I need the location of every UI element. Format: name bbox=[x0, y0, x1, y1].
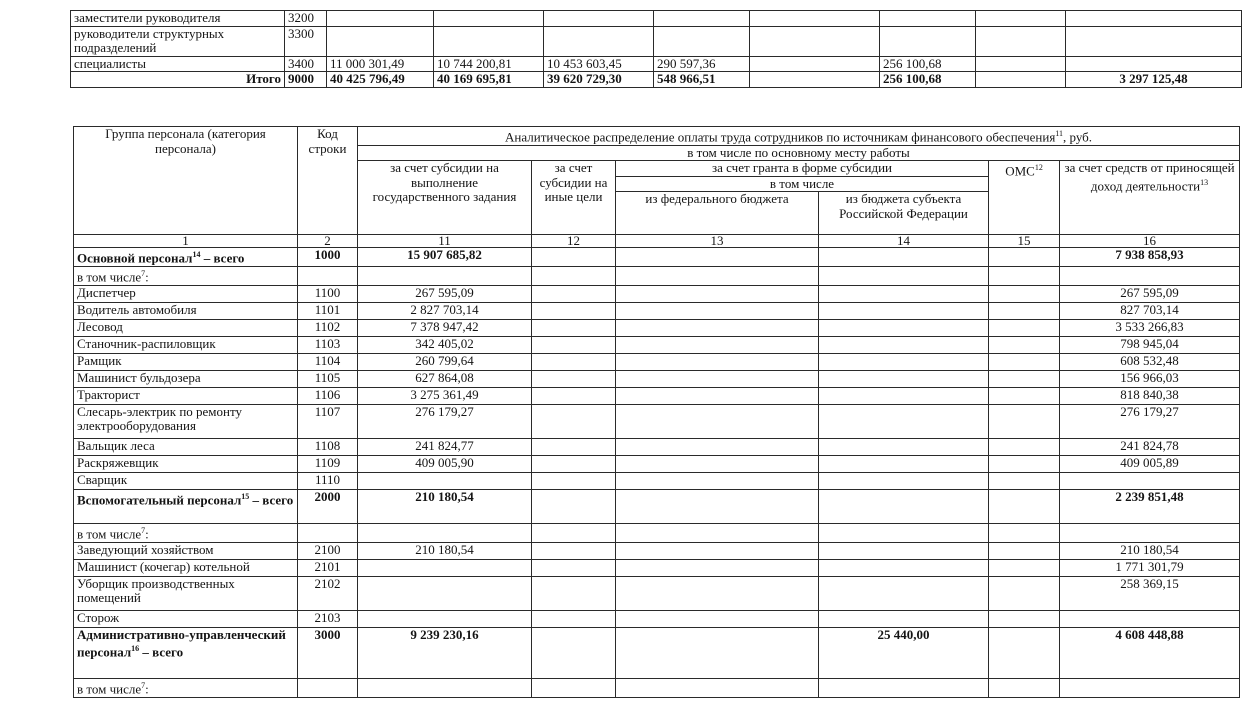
row-cell-c13 bbox=[616, 404, 819, 438]
row-cell-c11: 3 275 361,49 bbox=[358, 387, 532, 404]
row-cell-c16: 241 824,78 bbox=[1060, 438, 1240, 455]
row-cell-c16: 608 532,48 bbox=[1060, 353, 1240, 370]
row-label bbox=[74, 576, 298, 610]
column-number: 15 bbox=[989, 235, 1060, 248]
row-cell-c14 bbox=[819, 267, 989, 286]
row-cell-c13 bbox=[616, 248, 819, 267]
row-cell-code: 2100 bbox=[298, 542, 358, 559]
table-row bbox=[74, 336, 1240, 353]
top-cell-c7 bbox=[750, 72, 880, 88]
row-label bbox=[74, 472, 298, 489]
row-cell-c13 bbox=[616, 370, 819, 387]
row-cell-c16: 818 840,38 bbox=[1060, 387, 1240, 404]
row-label-text: Машинист (кочегар) котельной bbox=[77, 558, 250, 574]
row-cell-c12 bbox=[532, 559, 616, 576]
row-label-text: Вспомогательный персонал bbox=[77, 492, 242, 508]
row-cell-c12 bbox=[532, 353, 616, 370]
row-cell-c12 bbox=[532, 438, 616, 455]
top-cell-c3: 11 000 301,49 bbox=[327, 57, 434, 72]
row-label bbox=[74, 438, 298, 455]
top-cell-c5: 39 620 729,30 bbox=[544, 72, 654, 88]
row-cell-c11: 342 405,02 bbox=[358, 336, 532, 353]
row-cell-c16: 798 945,04 bbox=[1060, 336, 1240, 353]
row-label-text: в том числе bbox=[77, 681, 142, 697]
top-cell-c10 bbox=[1066, 57, 1242, 72]
row-cell-c13 bbox=[616, 472, 819, 489]
table-row bbox=[74, 404, 1240, 438]
row-cell-c16: 827 703,14 bbox=[1060, 302, 1240, 319]
column-number: 11 bbox=[358, 235, 532, 248]
row-cell-c15 bbox=[989, 472, 1060, 489]
row-cell-c15 bbox=[989, 559, 1060, 576]
row-label-suffix: – всего bbox=[200, 250, 245, 266]
header-grant: за счет гранта в форме субсидии bbox=[616, 161, 989, 177]
row-label bbox=[74, 336, 298, 353]
row-label bbox=[74, 542, 298, 559]
header-federal: из федерального бюджета bbox=[616, 192, 819, 234]
row-label-text: Машинист бульдозера bbox=[77, 369, 201, 385]
row-cell-c12 bbox=[532, 489, 616, 523]
row-label bbox=[74, 523, 298, 542]
row-cell-c14 bbox=[819, 559, 989, 576]
row-cell-code: 2103 bbox=[298, 610, 358, 627]
top-cell-c4 bbox=[434, 27, 544, 57]
row-label bbox=[74, 489, 298, 523]
row-cell-c16 bbox=[1060, 267, 1240, 286]
row-cell-c15 bbox=[989, 353, 1060, 370]
column-numbers-row bbox=[74, 235, 1240, 248]
top-cell-label: специалисты bbox=[71, 57, 285, 72]
row-cell-c13 bbox=[616, 267, 819, 286]
row-cell-c15 bbox=[989, 285, 1060, 302]
row-label bbox=[74, 267, 298, 286]
row-cell-c16: 267 595,09 bbox=[1060, 285, 1240, 302]
table-row bbox=[74, 523, 1240, 542]
row-cell-c15 bbox=[989, 678, 1060, 697]
top-cell-c10: 3 297 125,48 bbox=[1066, 72, 1242, 88]
top-cell-c9 bbox=[976, 72, 1066, 88]
column-number: 12 bbox=[532, 235, 616, 248]
row-cell-c14 bbox=[819, 387, 989, 404]
row-cell-code: 3000 bbox=[298, 627, 358, 678]
row-label bbox=[74, 387, 298, 404]
top-cell-c6 bbox=[654, 11, 750, 27]
row-label-text: Водитель автомобиля bbox=[77, 301, 197, 317]
row-cell-c16: 409 005,89 bbox=[1060, 455, 1240, 472]
top-cell-c7 bbox=[750, 27, 880, 57]
row-cell-c13 bbox=[616, 438, 819, 455]
row-cell-c14 bbox=[819, 336, 989, 353]
row-cell-c16 bbox=[1060, 472, 1240, 489]
row-cell-c13 bbox=[616, 387, 819, 404]
table-row bbox=[74, 370, 1240, 387]
row-label-text: Слесарь-электрик по ремонту электрооборудования bbox=[77, 403, 242, 434]
row-cell-c15 bbox=[989, 302, 1060, 319]
table-row bbox=[74, 472, 1240, 489]
row-cell-code: 1100 bbox=[298, 285, 358, 302]
top-cell-c4: 10 744 200,81 bbox=[434, 57, 544, 72]
header-main-place: в том числе по основному месту работы bbox=[358, 145, 1240, 161]
row-cell-code: 1107 bbox=[298, 404, 358, 438]
column-number: 1 bbox=[74, 235, 298, 248]
row-cell-c14 bbox=[819, 438, 989, 455]
row-cell-c12 bbox=[532, 542, 616, 559]
top-cell-code: 9000 bbox=[285, 72, 327, 88]
row-label bbox=[74, 627, 298, 678]
top-cell-c9 bbox=[976, 27, 1066, 57]
row-cell-c12 bbox=[532, 336, 616, 353]
header-regional: из бюджета субъекта Российской Федерации bbox=[839, 191, 968, 221]
row-label-text: Вальщик леса bbox=[77, 437, 155, 453]
row-cell-code: 1105 bbox=[298, 370, 358, 387]
header-grant-incl: в том числе bbox=[616, 177, 988, 193]
table-row bbox=[74, 610, 1240, 627]
row-cell-c16: 4 608 448,88 bbox=[1060, 627, 1240, 678]
row-cell-c13 bbox=[616, 353, 819, 370]
row-label-suffix: : bbox=[145, 526, 149, 542]
row-cell-c15 bbox=[989, 248, 1060, 267]
row-cell-c13 bbox=[616, 489, 819, 523]
row-cell-c16 bbox=[1060, 610, 1240, 627]
row-cell-c14 bbox=[819, 302, 989, 319]
row-label-text: в том числе bbox=[77, 269, 142, 285]
row-cell-c11: 276 179,27 bbox=[358, 404, 532, 438]
main-table-body bbox=[74, 248, 1240, 697]
row-label bbox=[74, 248, 298, 267]
top-table bbox=[70, 10, 1242, 88]
row-cell-c13 bbox=[616, 336, 819, 353]
row-cell-c15 bbox=[989, 370, 1060, 387]
row-cell-c13 bbox=[616, 576, 819, 610]
header-group: Группа персонала (категория персонала) bbox=[74, 127, 298, 235]
row-cell-c13 bbox=[616, 542, 819, 559]
row-cell-c16 bbox=[1060, 523, 1240, 542]
row-cell-c14 bbox=[819, 285, 989, 302]
top-cell-c3 bbox=[327, 27, 434, 57]
row-label-text: Сторож bbox=[77, 609, 120, 625]
row-cell-c14 bbox=[819, 404, 989, 438]
header-oms: ОМС$^{12}$ bbox=[989, 161, 1060, 235]
table-row bbox=[74, 678, 1240, 697]
top-cell-c10 bbox=[1066, 27, 1242, 57]
row-cell-code: 1101 bbox=[298, 302, 358, 319]
row-cell-c11 bbox=[358, 678, 532, 697]
table-row bbox=[74, 319, 1240, 336]
row-cell-c16: 276 179,27 bbox=[1060, 404, 1240, 438]
row-cell-c12 bbox=[532, 472, 616, 489]
row-cell-c12 bbox=[532, 285, 616, 302]
row-cell-code bbox=[298, 678, 358, 697]
table-row bbox=[74, 559, 1240, 576]
row-cell-code: 1000 bbox=[298, 248, 358, 267]
row-cell-c12 bbox=[532, 678, 616, 697]
row-cell-c15 bbox=[989, 610, 1060, 627]
top-cell-c3 bbox=[327, 11, 434, 27]
row-cell-c14 bbox=[819, 523, 989, 542]
column-number: 2 bbox=[298, 235, 358, 248]
column-number: 14 bbox=[819, 235, 989, 248]
row-label-text: Станочник-распиловщик bbox=[77, 335, 216, 351]
row-cell-c16: 7 938 858,93 bbox=[1060, 248, 1240, 267]
row-label-sup: 16 bbox=[131, 644, 140, 654]
row-cell-code: 1103 bbox=[298, 336, 358, 353]
top-cell-c9 bbox=[976, 57, 1066, 72]
table-row bbox=[74, 542, 1240, 559]
table-row bbox=[74, 302, 1240, 319]
row-cell-c12 bbox=[532, 610, 616, 627]
row-label bbox=[74, 353, 298, 370]
row-cell-c15 bbox=[989, 319, 1060, 336]
row-cell-c12 bbox=[532, 370, 616, 387]
row-cell-c15 bbox=[989, 542, 1060, 559]
row-cell-c12 bbox=[532, 302, 616, 319]
row-cell-c13 bbox=[616, 610, 819, 627]
row-cell-c11 bbox=[358, 576, 532, 610]
row-label-sup: 7 bbox=[141, 680, 146, 690]
row-cell-c13 bbox=[616, 319, 819, 336]
row-cell-code: 1109 bbox=[298, 455, 358, 472]
row-cell-c13 bbox=[616, 559, 819, 576]
row-label-suffix: – всего bbox=[249, 492, 294, 508]
row-cell-c15 bbox=[989, 438, 1060, 455]
row-cell-c14 bbox=[819, 610, 989, 627]
row-label bbox=[74, 404, 298, 438]
row-label-text: Диспетчер bbox=[77, 284, 136, 300]
row-cell-c11: 15 907 685,82 bbox=[358, 248, 532, 267]
table-row bbox=[74, 387, 1240, 404]
row-cell-code: 1104 bbox=[298, 353, 358, 370]
row-cell-c15 bbox=[989, 455, 1060, 472]
row-cell-c12 bbox=[532, 576, 616, 610]
top-cell-label: Итого bbox=[71, 72, 285, 88]
row-label bbox=[74, 302, 298, 319]
top-cell-c4 bbox=[434, 11, 544, 27]
row-cell-c12 bbox=[532, 523, 616, 542]
row-cell-c13 bbox=[616, 455, 819, 472]
table-row bbox=[74, 267, 1240, 286]
top-cell-c9 bbox=[976, 11, 1066, 27]
row-cell-c11: 7 378 947,42 bbox=[358, 319, 532, 336]
row-cell-c13 bbox=[616, 523, 819, 542]
row-label bbox=[74, 285, 298, 302]
top-cell-label: руководители структурных подразделений bbox=[71, 27, 285, 57]
row-label bbox=[74, 455, 298, 472]
top-cell-code: 3400 bbox=[285, 57, 327, 72]
row-label bbox=[74, 370, 298, 387]
row-cell-c12 bbox=[532, 404, 616, 438]
row-cell-c11 bbox=[358, 523, 532, 542]
row-cell-c11: 210 180,54 bbox=[358, 489, 532, 523]
column-number: 16 bbox=[1060, 235, 1240, 248]
table-row bbox=[74, 285, 1240, 302]
row-label bbox=[74, 559, 298, 576]
top-cell-c8: 256 100,68 bbox=[880, 57, 976, 72]
top-table-row bbox=[71, 72, 1242, 88]
row-label bbox=[74, 610, 298, 627]
row-cell-code: 1102 bbox=[298, 319, 358, 336]
row-label-text: Рамщик bbox=[77, 352, 122, 368]
row-cell-c11: 241 824,77 bbox=[358, 438, 532, 455]
row-cell-c15 bbox=[989, 627, 1060, 678]
row-label-suffix: : bbox=[145, 269, 149, 285]
row-cell-c11 bbox=[358, 559, 532, 576]
top-table-body bbox=[71, 11, 1242, 88]
table-row bbox=[74, 455, 1240, 472]
row-cell-c13 bbox=[616, 678, 819, 697]
row-cell-c12 bbox=[532, 455, 616, 472]
row-cell-c14 bbox=[819, 455, 989, 472]
row-cell-c15 bbox=[989, 336, 1060, 353]
top-cell-code: 3200 bbox=[285, 11, 327, 27]
row-label-text: Основной персонал bbox=[77, 250, 193, 266]
table-row bbox=[74, 248, 1240, 267]
row-cell-c16: 156 966,03 bbox=[1060, 370, 1240, 387]
row-label-suffix: – всего bbox=[139, 644, 184, 660]
row-label-text: Заведующий хозяйством bbox=[77, 541, 214, 557]
row-label-text: в том числе bbox=[77, 526, 142, 542]
header-subsidy-other: за счет субсидии на иные цели bbox=[532, 161, 616, 235]
table-row bbox=[74, 627, 1240, 678]
row-cell-c11: 260 799,64 bbox=[358, 353, 532, 370]
row-cell-c15 bbox=[989, 523, 1060, 542]
row-cell-c12 bbox=[532, 267, 616, 286]
row-label bbox=[74, 678, 298, 697]
row-cell-c11 bbox=[358, 472, 532, 489]
top-cell-c6: 290 597,36 bbox=[654, 57, 750, 72]
row-label-text: Административно-управленческий персонал bbox=[77, 626, 286, 660]
row-cell-c11 bbox=[358, 267, 532, 286]
header-code: Код строки bbox=[298, 127, 358, 235]
table-row bbox=[74, 438, 1240, 455]
top-cell-c3: 40 425 796,49 bbox=[327, 72, 434, 88]
row-cell-c16: 258 369,15 bbox=[1060, 576, 1240, 610]
row-label-sup: 7 bbox=[141, 525, 146, 535]
top-table-row bbox=[71, 57, 1242, 72]
top-cell-c6: 548 966,51 bbox=[654, 72, 750, 88]
row-cell-c16 bbox=[1060, 678, 1240, 697]
row-cell-c15 bbox=[989, 404, 1060, 438]
row-cell-c15 bbox=[989, 576, 1060, 610]
row-cell-c11: 9 239 230,16 bbox=[358, 627, 532, 678]
row-cell-c16: 210 180,54 bbox=[1060, 542, 1240, 559]
row-cell-c13 bbox=[616, 285, 819, 302]
row-cell-code: 2000 bbox=[298, 489, 358, 523]
column-number: 13 bbox=[616, 235, 819, 248]
row-cell-c13 bbox=[616, 627, 819, 678]
header-grant-breakdown bbox=[616, 176, 989, 235]
top-cell-c8 bbox=[880, 11, 976, 27]
row-cell-c14 bbox=[819, 576, 989, 610]
row-cell-c14: 25 440,00 bbox=[819, 627, 989, 678]
top-cell-c5: 10 453 603,45 bbox=[544, 57, 654, 72]
row-label-text: Сварщик bbox=[77, 471, 128, 487]
top-cell-c5 bbox=[544, 27, 654, 57]
top-cell-c6 bbox=[654, 27, 750, 57]
row-cell-c15 bbox=[989, 489, 1060, 523]
row-cell-c16: 1 771 301,79 bbox=[1060, 559, 1240, 576]
row-cell-code: 1106 bbox=[298, 387, 358, 404]
row-cell-code bbox=[298, 267, 358, 286]
top-cell-label: заместители руководителя bbox=[71, 11, 285, 27]
row-cell-c14 bbox=[819, 370, 989, 387]
row-cell-code: 1110 bbox=[298, 472, 358, 489]
top-cell-c10 bbox=[1066, 11, 1242, 27]
row-label-text: Уборщик производственных помещений bbox=[77, 575, 235, 606]
row-cell-code: 2102 bbox=[298, 576, 358, 610]
row-cell-c15 bbox=[989, 387, 1060, 404]
row-cell-code: 2101 bbox=[298, 559, 358, 576]
row-cell-c11: 2 827 703,14 bbox=[358, 302, 532, 319]
row-cell-c16: 2 239 851,48 bbox=[1060, 489, 1240, 523]
row-label-text: Лесовод bbox=[77, 318, 123, 334]
table-row bbox=[74, 353, 1240, 370]
row-cell-code bbox=[298, 523, 358, 542]
row-cell-c14 bbox=[819, 353, 989, 370]
row-label bbox=[74, 319, 298, 336]
table-row bbox=[74, 489, 1240, 523]
row-cell-c14 bbox=[819, 489, 989, 523]
row-cell-c13 bbox=[616, 302, 819, 319]
row-cell-c11: 210 180,54 bbox=[358, 542, 532, 559]
row-cell-c16: 3 533 266,83 bbox=[1060, 319, 1240, 336]
row-cell-c14 bbox=[819, 542, 989, 559]
row-label-sup: 15 bbox=[241, 491, 250, 501]
row-cell-c12 bbox=[532, 387, 616, 404]
top-table-row bbox=[71, 11, 1242, 27]
row-cell-c11 bbox=[358, 610, 532, 627]
top-cell-c5 bbox=[544, 11, 654, 27]
row-cell-c15 bbox=[989, 267, 1060, 286]
top-cell-c7 bbox=[750, 11, 880, 27]
row-label-sup: 14 bbox=[192, 250, 201, 260]
row-label-text: Тракторист bbox=[77, 386, 140, 402]
row-cell-c14 bbox=[819, 472, 989, 489]
top-cell-c7 bbox=[750, 57, 880, 72]
row-cell-c12 bbox=[532, 248, 616, 267]
row-cell-c11: 409 005,90 bbox=[358, 455, 532, 472]
header-subsidy-state: за счет субсидии на выполнение государственного задания bbox=[358, 161, 532, 235]
top-cell-c4: 40 169 695,81 bbox=[434, 72, 544, 88]
top-cell-c8 bbox=[880, 27, 976, 57]
row-label-suffix: : bbox=[145, 681, 149, 697]
row-cell-c12 bbox=[532, 627, 616, 678]
analytic-distribution-table bbox=[73, 126, 1240, 698]
row-cell-c11: 267 595,09 bbox=[358, 285, 532, 302]
row-cell-c14 bbox=[819, 248, 989, 267]
top-table-row bbox=[71, 27, 1242, 57]
row-cell-code: 1108 bbox=[298, 438, 358, 455]
row-cell-c14 bbox=[819, 319, 989, 336]
row-label-text: Раскряжевщик bbox=[77, 454, 159, 470]
top-cell-c8: 256 100,68 bbox=[880, 72, 976, 88]
row-cell-c11: 627 864,08 bbox=[358, 370, 532, 387]
header-analytic: Аналитическое распределение оплаты труда сотрудников по источникам финансового обеспечения$^{11}$, руб. bbox=[358, 127, 1240, 146]
row-cell-c12 bbox=[532, 319, 616, 336]
row-cell-c14 bbox=[819, 678, 989, 697]
table-row bbox=[74, 576, 1240, 610]
row-label-sup: 7 bbox=[141, 269, 146, 279]
top-cell-code: 3300 bbox=[285, 27, 327, 57]
header-income: за счет средств от приносящей доход деятельности$^{13}$ bbox=[1060, 161, 1240, 235]
